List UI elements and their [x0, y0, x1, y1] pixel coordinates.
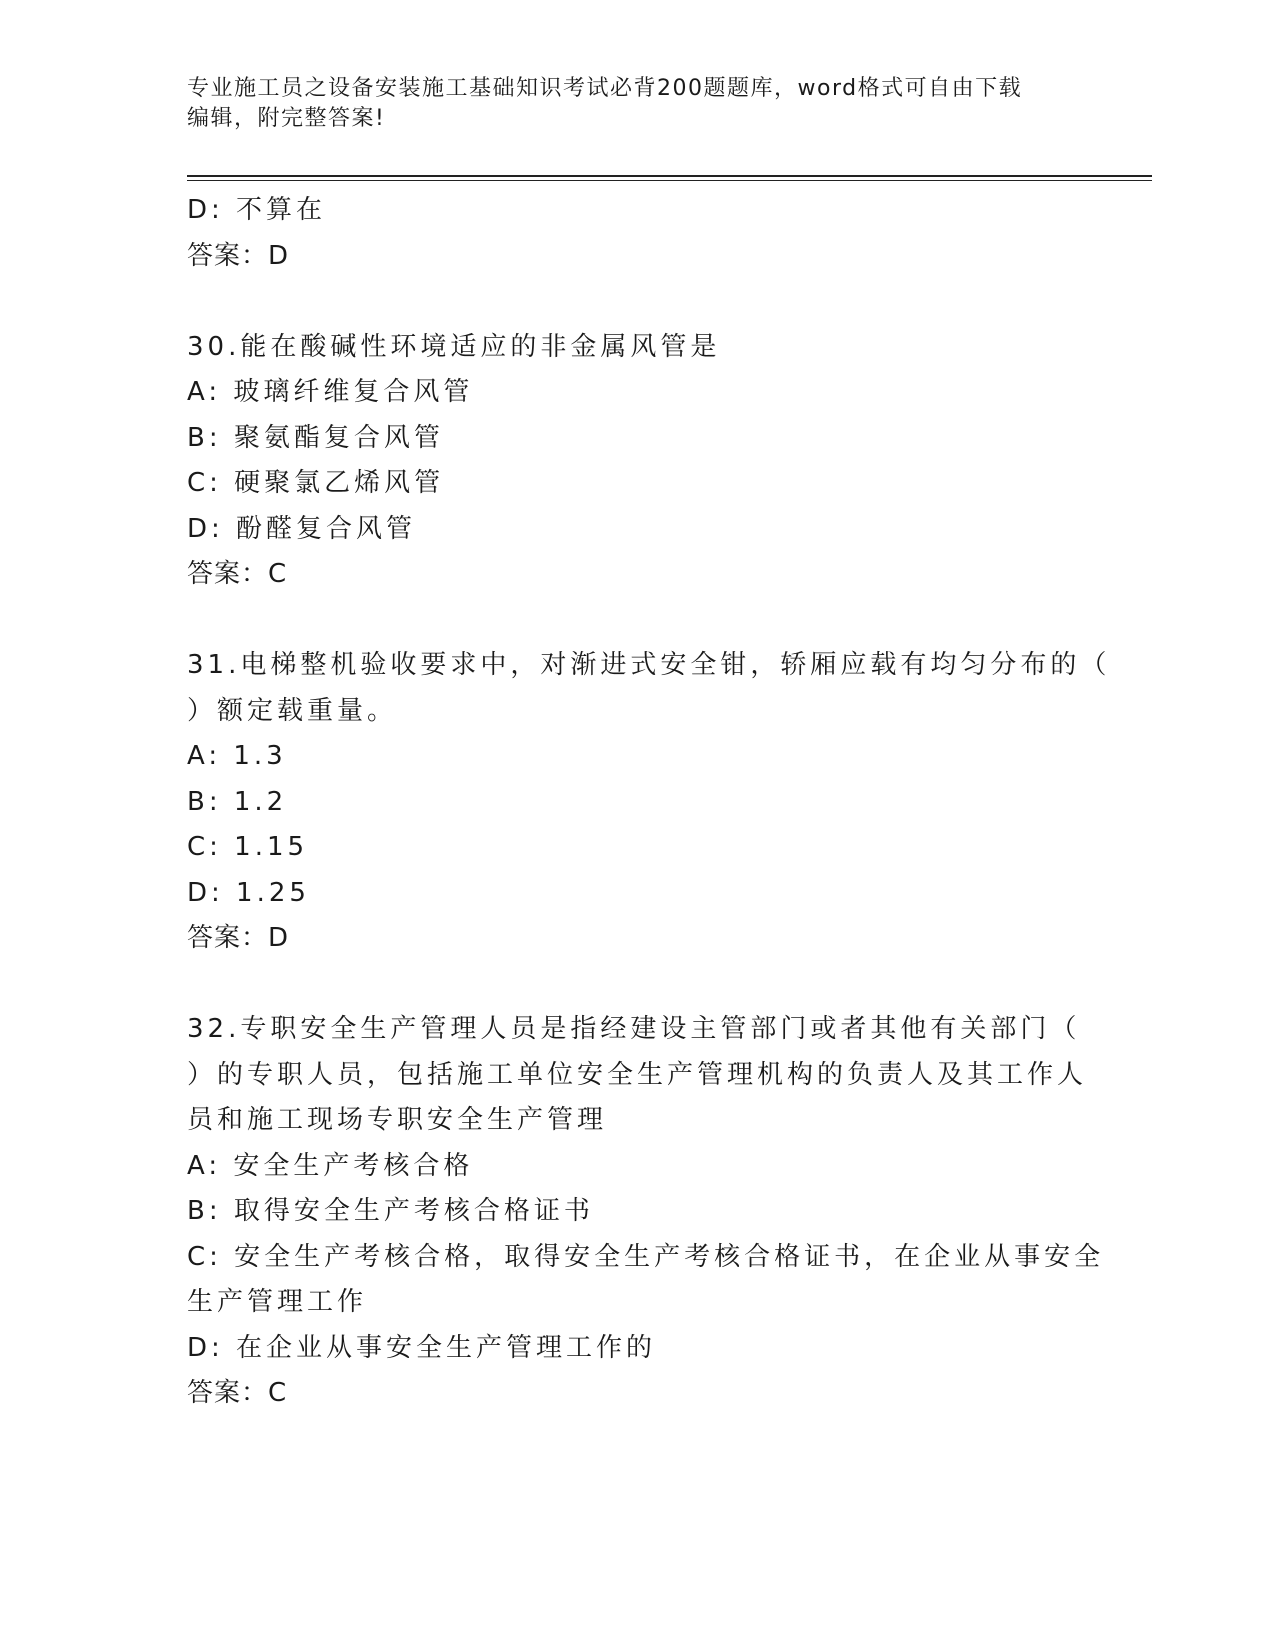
question-31-stem-line-1: 31.电梯整机验收要求中，对渐进式安全钳，轿厢应载有均匀分布的（ [187, 650, 1111, 680]
question-32-option-b: B: 取得安全生产考核合格证书 [187, 1196, 594, 1226]
question-30-option-d: D: 酚醛复合风管 [187, 513, 417, 544]
question-30-answer: 答案：C [187, 559, 288, 589]
question-30-option-b: B: 聚氨酯复合风管 [187, 422, 444, 453]
question-32 [187, 1007, 1105, 1417]
question-32-stem-line-1: 32.专职安全生产管理人员是指经建设主管部门或者其他有关部门（ [187, 1014, 1081, 1044]
spacer [187, 962, 1087, 1008]
header-divider-thin [187, 180, 1152, 181]
question-30-stem: 30.能在酸碱性环境适应的非金属风管是 [187, 331, 721, 362]
question-32-option-c-line-1: C: 安全生产考核合格，取得安全生产考核合格证书，在企业从事安全 [187, 1241, 1105, 1272]
question-32-option-c-line-2: 生产管理工作 [187, 1287, 368, 1317]
question-31-option-d: D: 1.25 [187, 877, 310, 908]
question-32-answer: 答案：C [187, 1378, 288, 1408]
question-31-stem-line-2: ）额定载重量。 [187, 695, 398, 726]
spacer [187, 598, 1087, 644]
question-list [187, 188, 1111, 1417]
question-31-option-b: B: 1.2 [187, 786, 288, 817]
question-32-option-d: D: 在企业从事安全生产管理工作的 [187, 1332, 657, 1363]
question-32-stem-line-2: ）的专职人员，包括施工单位安全生产管理机构的负责人及其工作人 [187, 1059, 1088, 1090]
question-32-option-a: A: 安全生产考核合格 [187, 1150, 474, 1181]
prev-question-option-d: D: 不算在 [187, 195, 327, 225]
question-30-option-c: C: 硬聚氯乙烯风管 [187, 468, 445, 498]
question-32-stem-line-3: 员和施工现场专职安全生产管理 [187, 1105, 608, 1135]
prev-question-answer: 答案：D [187, 240, 290, 271]
header-title-line-1: 专业施工员之设备安装施工基础知识考试必背200题题库，word格式可自由下载 [187, 76, 1023, 101]
question-31-option-a: A: 1.3 [187, 741, 287, 771]
question-30-option-a: A: 玻璃纤维复合风管 [187, 377, 474, 407]
question-31-option-c: C: 1.15 [187, 832, 309, 862]
question-31-answer: 答案：D [187, 923, 290, 953]
header-divider-thick [187, 175, 1152, 177]
spacer [187, 279, 1087, 325]
document-header [187, 74, 1067, 134]
header-title-line-2: 编辑，附完整答案! [187, 106, 386, 131]
question-30 [187, 325, 1087, 598]
question-31 [187, 643, 1111, 962]
